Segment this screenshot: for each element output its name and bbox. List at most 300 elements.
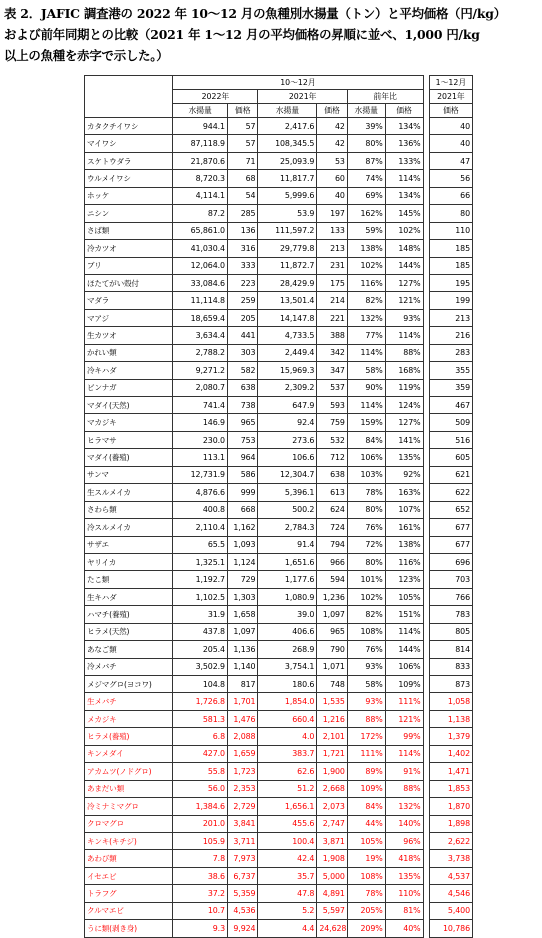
price-2022: 57 bbox=[227, 118, 257, 135]
price-2021: 966 bbox=[317, 553, 347, 570]
table-caption bbox=[4, 3, 540, 66]
annual-price: 516 bbox=[429, 431, 472, 448]
species-name: メジマグロ(ヨコワ) bbox=[85, 676, 173, 693]
catch-2021: 2,417.6 bbox=[258, 118, 317, 135]
price-2021: 347 bbox=[317, 362, 347, 379]
annual-price: 696 bbox=[429, 553, 472, 570]
species-name: サザエ bbox=[85, 536, 173, 553]
header-2022: 2022年 bbox=[173, 90, 258, 104]
price-ratio: 107% bbox=[385, 501, 423, 518]
table-row bbox=[85, 641, 473, 658]
price-ratio: 121% bbox=[385, 710, 423, 727]
annual-price: 467 bbox=[429, 397, 472, 414]
table-row bbox=[85, 606, 473, 623]
catch-2021: 28,429.9 bbox=[258, 274, 317, 291]
price-2022: 638 bbox=[227, 379, 257, 396]
catch-2021: 2,449.4 bbox=[258, 344, 317, 361]
annual-price: 1,898 bbox=[429, 815, 472, 832]
annual-price: 56 bbox=[429, 170, 472, 187]
species-name: 冷カツオ bbox=[85, 240, 173, 257]
catch-2021: 406.6 bbox=[258, 623, 317, 640]
price-2022: 259 bbox=[227, 292, 257, 309]
catch-ratio: 102% bbox=[347, 257, 385, 274]
price-2022: 316 bbox=[227, 240, 257, 257]
annual-price: 4,537 bbox=[429, 867, 472, 884]
price-ratio: 134% bbox=[385, 187, 423, 204]
catch-ratio: 84% bbox=[347, 798, 385, 815]
annual-price: 1,058 bbox=[429, 693, 472, 710]
species-name: ヒラメ(養殖) bbox=[85, 728, 173, 745]
annual-price: 1,870 bbox=[429, 798, 472, 815]
catch-ratio: 108% bbox=[347, 867, 385, 884]
species-name: 生スルメイカ bbox=[85, 484, 173, 501]
species-name: ヤリイカ bbox=[85, 553, 173, 570]
annual-price: 833 bbox=[429, 658, 472, 675]
species-name: ヒラメ(天然) bbox=[85, 623, 173, 640]
species-name: 冷キハダ bbox=[85, 362, 173, 379]
annual-price: 766 bbox=[429, 588, 472, 605]
catch-2022: 31.9 bbox=[173, 606, 228, 623]
species-name: ニシン bbox=[85, 205, 173, 222]
annual-price: 2,622 bbox=[429, 832, 472, 849]
price-2021: 1,535 bbox=[317, 693, 347, 710]
catch-ratio: 132% bbox=[347, 309, 385, 326]
price-2022: 1,162 bbox=[227, 519, 257, 536]
price-2021: 133 bbox=[317, 222, 347, 239]
catch-2022: 1,726.8 bbox=[173, 693, 228, 710]
annual-price: 213 bbox=[429, 309, 472, 326]
price-2022: 1,303 bbox=[227, 588, 257, 605]
price-ratio: 105% bbox=[385, 588, 423, 605]
price-ratio: 88% bbox=[385, 780, 423, 797]
table-row bbox=[85, 780, 473, 797]
catch-ratio: 116% bbox=[347, 274, 385, 291]
price-2021: 748 bbox=[317, 676, 347, 693]
catch-2021: 2,784.3 bbox=[258, 519, 317, 536]
annual-price: 199 bbox=[429, 292, 472, 309]
annual-price: 4,546 bbox=[429, 885, 472, 902]
price-2022: 817 bbox=[227, 676, 257, 693]
table-row bbox=[85, 379, 473, 396]
price-2021: 1,071 bbox=[317, 658, 347, 675]
price-2021: 537 bbox=[317, 379, 347, 396]
species-name: アカムツ(ノドグロ) bbox=[85, 763, 173, 780]
annual-price: 185 bbox=[429, 257, 472, 274]
annual-price: 185 bbox=[429, 240, 472, 257]
catch-2022: 33,084.6 bbox=[173, 274, 228, 291]
catch-2021: 62.6 bbox=[258, 763, 317, 780]
catch-2022: 1,384.6 bbox=[173, 798, 228, 815]
catch-2021: 647.9 bbox=[258, 397, 317, 414]
catch-2021: 1,854.0 bbox=[258, 693, 317, 710]
species-name: ほたてがい殻付 bbox=[85, 274, 173, 291]
table-row bbox=[85, 484, 473, 501]
price-2022: 1,476 bbox=[227, 710, 257, 727]
annual-price: 10,786 bbox=[429, 920, 472, 937]
table-row bbox=[85, 902, 473, 919]
price-2021: 3,871 bbox=[317, 832, 347, 849]
catch-2021: 4.0 bbox=[258, 728, 317, 745]
annual-price: 40 bbox=[429, 118, 472, 135]
table-row bbox=[85, 187, 473, 204]
price-ratio: 168% bbox=[385, 362, 423, 379]
catch-ratio: 205% bbox=[347, 902, 385, 919]
catch-2021: 53.9 bbox=[258, 205, 317, 222]
annual-price: 195 bbox=[429, 274, 472, 291]
price-ratio: 114% bbox=[385, 170, 423, 187]
catch-ratio: 80% bbox=[347, 135, 385, 152]
catch-ratio: 138% bbox=[347, 240, 385, 257]
price-2021: 712 bbox=[317, 449, 347, 466]
price-2021: 42 bbox=[317, 118, 347, 135]
catch-2021: 180.6 bbox=[258, 676, 317, 693]
catch-2022: 104.8 bbox=[173, 676, 228, 693]
table-row bbox=[85, 397, 473, 414]
species-name: ビンナガ bbox=[85, 379, 173, 396]
catch-ratio: 78% bbox=[347, 885, 385, 902]
species-name: クロマグロ bbox=[85, 815, 173, 832]
table-row bbox=[85, 449, 473, 466]
table-row bbox=[85, 135, 473, 152]
price-2022: 729 bbox=[227, 571, 257, 588]
species-name: さわら類 bbox=[85, 501, 173, 518]
price-2021: 197 bbox=[317, 205, 347, 222]
species-name: あなご類 bbox=[85, 641, 173, 658]
catch-ratio: 114% bbox=[347, 344, 385, 361]
price-ratio: 110% bbox=[385, 885, 423, 902]
price-2021: 53 bbox=[317, 152, 347, 169]
species-name: サンマ bbox=[85, 466, 173, 483]
catch-2022: 201.0 bbox=[173, 815, 228, 832]
catch-2022: 230.0 bbox=[173, 431, 228, 448]
header-yoy: 前年比 bbox=[347, 90, 423, 104]
price-ratio: 151% bbox=[385, 606, 423, 623]
catch-2021: 29,779.8 bbox=[258, 240, 317, 257]
catch-2021: 455.6 bbox=[258, 815, 317, 832]
catch-2022: 400.8 bbox=[173, 501, 228, 518]
species-name: ヒラマサ bbox=[85, 431, 173, 448]
catch-ratio: 77% bbox=[347, 327, 385, 344]
header-price-2021: 価格 bbox=[317, 104, 347, 118]
species-name: キンメダイ bbox=[85, 745, 173, 762]
annual-price: 80 bbox=[429, 205, 472, 222]
price-2021: 594 bbox=[317, 571, 347, 588]
annual-price: 677 bbox=[429, 536, 472, 553]
price-ratio: 135% bbox=[385, 449, 423, 466]
catch-ratio: 19% bbox=[347, 850, 385, 867]
catch-ratio: 84% bbox=[347, 431, 385, 448]
price-2021: 214 bbox=[317, 292, 347, 309]
catch-2022: 427.0 bbox=[173, 745, 228, 762]
annual-price: 873 bbox=[429, 676, 472, 693]
catch-2021: 2,309.2 bbox=[258, 379, 317, 396]
annual-price: 355 bbox=[429, 362, 472, 379]
catch-ratio: 76% bbox=[347, 641, 385, 658]
price-ratio: 99% bbox=[385, 728, 423, 745]
price-2022: 5,359 bbox=[227, 885, 257, 902]
price-ratio: 40% bbox=[385, 920, 423, 937]
annual-price: 1,138 bbox=[429, 710, 472, 727]
catch-2022: 2,788.2 bbox=[173, 344, 228, 361]
price-ratio: 93% bbox=[385, 309, 423, 326]
price-2021: 5,597 bbox=[317, 902, 347, 919]
catch-2021: 5.2 bbox=[258, 902, 317, 919]
catch-ratio: 109% bbox=[347, 780, 385, 797]
table-row bbox=[85, 327, 473, 344]
table-row bbox=[85, 536, 473, 553]
table-row bbox=[85, 170, 473, 187]
species-name: マイワシ bbox=[85, 135, 173, 152]
annual-price: 652 bbox=[429, 501, 472, 518]
price-2022: 57 bbox=[227, 135, 257, 152]
price-2021: 24,628 bbox=[317, 920, 347, 937]
catch-ratio: 114% bbox=[347, 397, 385, 414]
table-row bbox=[85, 274, 473, 291]
table-row bbox=[85, 832, 473, 849]
catch-ratio: 209% bbox=[347, 920, 385, 937]
price-ratio: 111% bbox=[385, 693, 423, 710]
price-2022: 753 bbox=[227, 431, 257, 448]
price-ratio: 96% bbox=[385, 832, 423, 849]
table-row bbox=[85, 693, 473, 710]
price-2021: 613 bbox=[317, 484, 347, 501]
catch-2021: 25,093.9 bbox=[258, 152, 317, 169]
price-2022: 7,973 bbox=[227, 850, 257, 867]
price-2021: 1,721 bbox=[317, 745, 347, 762]
price-2022: 964 bbox=[227, 449, 257, 466]
price-2021: 221 bbox=[317, 309, 347, 326]
caption-line-2: および前年同期との比較（2021 年 1～12 月の平均価格の昇順に並べ、1,000 円/kg bbox=[4, 27, 480, 42]
species-name: ブリ bbox=[85, 257, 173, 274]
catch-2022: 4,876.6 bbox=[173, 484, 228, 501]
price-2021: 42 bbox=[317, 135, 347, 152]
price-2022: 1,701 bbox=[227, 693, 257, 710]
price-ratio: 109% bbox=[385, 676, 423, 693]
catch-2022: 65,861.0 bbox=[173, 222, 228, 239]
price-2022: 223 bbox=[227, 274, 257, 291]
catch-ratio: 72% bbox=[347, 536, 385, 553]
catch-2022: 41,030.4 bbox=[173, 240, 228, 257]
annual-price: 47 bbox=[429, 152, 472, 169]
annual-price: 66 bbox=[429, 187, 472, 204]
annual-price: 283 bbox=[429, 344, 472, 361]
species-name: マカジキ bbox=[85, 414, 173, 431]
price-2022: 586 bbox=[227, 466, 257, 483]
catch-2021: 4.4 bbox=[258, 920, 317, 937]
species-name: 冷スルメイカ bbox=[85, 519, 173, 536]
species-name: カタクチイワシ bbox=[85, 118, 173, 135]
catch-ratio: 90% bbox=[347, 379, 385, 396]
price-2021: 1,236 bbox=[317, 588, 347, 605]
catch-2021: 5,396.1 bbox=[258, 484, 317, 501]
price-2021: 2,073 bbox=[317, 798, 347, 815]
catch-ratio: 162% bbox=[347, 205, 385, 222]
catch-2022: 3,634.4 bbox=[173, 327, 228, 344]
annual-price: 1,402 bbox=[429, 745, 472, 762]
table-row bbox=[85, 920, 473, 937]
table-row bbox=[85, 466, 473, 483]
annual-price: 5,400 bbox=[429, 902, 472, 919]
species-name: イセエビ bbox=[85, 867, 173, 884]
species-name: 冷ミナミマグロ bbox=[85, 798, 173, 815]
catch-2022: 38.6 bbox=[173, 867, 228, 884]
catch-2021: 13,501.4 bbox=[258, 292, 317, 309]
table-row bbox=[85, 850, 473, 867]
catch-ratio: 58% bbox=[347, 676, 385, 693]
catch-ratio: 172% bbox=[347, 728, 385, 745]
table-row bbox=[85, 728, 473, 745]
catch-2021: 11,817.7 bbox=[258, 170, 317, 187]
price-2021: 213 bbox=[317, 240, 347, 257]
table-row bbox=[85, 362, 473, 379]
annual-price: 40 bbox=[429, 135, 472, 152]
price-2021: 1,097 bbox=[317, 606, 347, 623]
catch-2022: 7.8 bbox=[173, 850, 228, 867]
price-2021: 532 bbox=[317, 431, 347, 448]
price-2022: 2,088 bbox=[227, 728, 257, 745]
price-ratio: 123% bbox=[385, 571, 423, 588]
caption-line-3: 以上の魚種を赤字で示した。） bbox=[4, 48, 169, 63]
catch-ratio: 87% bbox=[347, 152, 385, 169]
price-ratio: 136% bbox=[385, 135, 423, 152]
price-ratio: 144% bbox=[385, 257, 423, 274]
table-row bbox=[85, 867, 473, 884]
table-row bbox=[85, 414, 473, 431]
species-name: スケトウダラ bbox=[85, 152, 173, 169]
catch-2021: 1,651.6 bbox=[258, 553, 317, 570]
catch-ratio: 74% bbox=[347, 170, 385, 187]
catch-ratio: 159% bbox=[347, 414, 385, 431]
catch-2021: 51.2 bbox=[258, 780, 317, 797]
catch-2021: 1,080.9 bbox=[258, 588, 317, 605]
catch-ratio: 93% bbox=[347, 693, 385, 710]
price-ratio: 144% bbox=[385, 641, 423, 658]
price-2021: 638 bbox=[317, 466, 347, 483]
header-catch-2022: 水揚量 bbox=[173, 104, 228, 118]
table-row bbox=[85, 710, 473, 727]
catch-ratio: 101% bbox=[347, 571, 385, 588]
price-2021: 1,900 bbox=[317, 763, 347, 780]
table-row bbox=[85, 658, 473, 675]
catch-2021: 3,754.1 bbox=[258, 658, 317, 675]
table-row bbox=[85, 118, 473, 135]
price-ratio: 418% bbox=[385, 850, 423, 867]
price-ratio: 141% bbox=[385, 431, 423, 448]
catch-2022: 581.3 bbox=[173, 710, 228, 727]
table-row bbox=[85, 571, 473, 588]
price-2021: 60 bbox=[317, 170, 347, 187]
header-price-ratio: 価格 bbox=[385, 104, 423, 118]
catch-2022: 105.9 bbox=[173, 832, 228, 849]
catch-ratio: 103% bbox=[347, 466, 385, 483]
catch-2022: 741.4 bbox=[173, 397, 228, 414]
price-ratio: 92% bbox=[385, 466, 423, 483]
price-2022: 68 bbox=[227, 170, 257, 187]
catch-2022: 1,102.5 bbox=[173, 588, 228, 605]
species-name: トラフグ bbox=[85, 885, 173, 902]
price-2021: 790 bbox=[317, 641, 347, 658]
price-2021: 624 bbox=[317, 501, 347, 518]
price-ratio: 91% bbox=[385, 763, 423, 780]
catch-2021: 273.6 bbox=[258, 431, 317, 448]
price-2021: 388 bbox=[317, 327, 347, 344]
catch-2021: 15,969.3 bbox=[258, 362, 317, 379]
catch-2021: 111,597.2 bbox=[258, 222, 317, 239]
price-2022: 303 bbox=[227, 344, 257, 361]
price-2022: 1,097 bbox=[227, 623, 257, 640]
header-annual: 1～12月 bbox=[429, 76, 472, 90]
table-row bbox=[85, 152, 473, 169]
catch-2022: 56.0 bbox=[173, 780, 228, 797]
price-ratio: 114% bbox=[385, 327, 423, 344]
catch-2021: 39.0 bbox=[258, 606, 317, 623]
catch-2021: 42.4 bbox=[258, 850, 317, 867]
catch-2022: 11,114.8 bbox=[173, 292, 228, 309]
price-2021: 4,891 bbox=[317, 885, 347, 902]
price-ratio: 134% bbox=[385, 118, 423, 135]
table-row bbox=[85, 519, 473, 536]
annual-price: 605 bbox=[429, 449, 472, 466]
price-2021: 1,216 bbox=[317, 710, 347, 727]
price-ratio: 102% bbox=[385, 222, 423, 239]
table-row bbox=[85, 292, 473, 309]
species-name: あまだい類 bbox=[85, 780, 173, 797]
catch-2021: 660.4 bbox=[258, 710, 317, 727]
catch-2022: 1,325.1 bbox=[173, 553, 228, 570]
catch-ratio: 108% bbox=[347, 623, 385, 640]
annual-price: 509 bbox=[429, 414, 472, 431]
catch-2021: 500.2 bbox=[258, 501, 317, 518]
price-ratio: 135% bbox=[385, 867, 423, 884]
catch-ratio: 111% bbox=[347, 745, 385, 762]
catch-2022: 113.1 bbox=[173, 449, 228, 466]
table-row bbox=[85, 501, 473, 518]
species-name: ウルメイワシ bbox=[85, 170, 173, 187]
annual-price: 805 bbox=[429, 623, 472, 640]
header-price-2022: 価格 bbox=[227, 104, 257, 118]
catch-2022: 21,870.6 bbox=[173, 152, 228, 169]
price-ratio: 116% bbox=[385, 553, 423, 570]
price-ratio: 127% bbox=[385, 274, 423, 291]
catch-2022: 2,110.4 bbox=[173, 519, 228, 536]
price-2022: 333 bbox=[227, 257, 257, 274]
catch-2022: 87,118.9 bbox=[173, 135, 228, 152]
price-ratio: 145% bbox=[385, 205, 423, 222]
catch-2021: 4,733.5 bbox=[258, 327, 317, 344]
caption-line-1: 表 2．JAFIC 調査港の 2022 年 10～12 月の魚種別水揚量（トン）と平均価格（円/kg） bbox=[4, 6, 506, 21]
annual-price: 621 bbox=[429, 466, 472, 483]
header-annual-year: 2021年 bbox=[429, 90, 472, 104]
header-period: 10～12月 bbox=[173, 76, 423, 90]
catch-2021: 100.4 bbox=[258, 832, 317, 849]
price-ratio: 88% bbox=[385, 344, 423, 361]
catch-2022: 205.4 bbox=[173, 641, 228, 658]
price-ratio: 81% bbox=[385, 902, 423, 919]
catch-2022: 55.8 bbox=[173, 763, 228, 780]
price-2022: 1,658 bbox=[227, 606, 257, 623]
annual-price: 359 bbox=[429, 379, 472, 396]
annual-price: 677 bbox=[429, 519, 472, 536]
price-2022: 999 bbox=[227, 484, 257, 501]
price-2022: 3,841 bbox=[227, 815, 257, 832]
species-name: たこ類 bbox=[85, 571, 173, 588]
catch-2022: 6.8 bbox=[173, 728, 228, 745]
annual-price: 622 bbox=[429, 484, 472, 501]
catch-ratio: 82% bbox=[347, 292, 385, 309]
species-name: マダイ(天然) bbox=[85, 397, 173, 414]
price-2021: 759 bbox=[317, 414, 347, 431]
fish-catch-table bbox=[84, 75, 473, 938]
